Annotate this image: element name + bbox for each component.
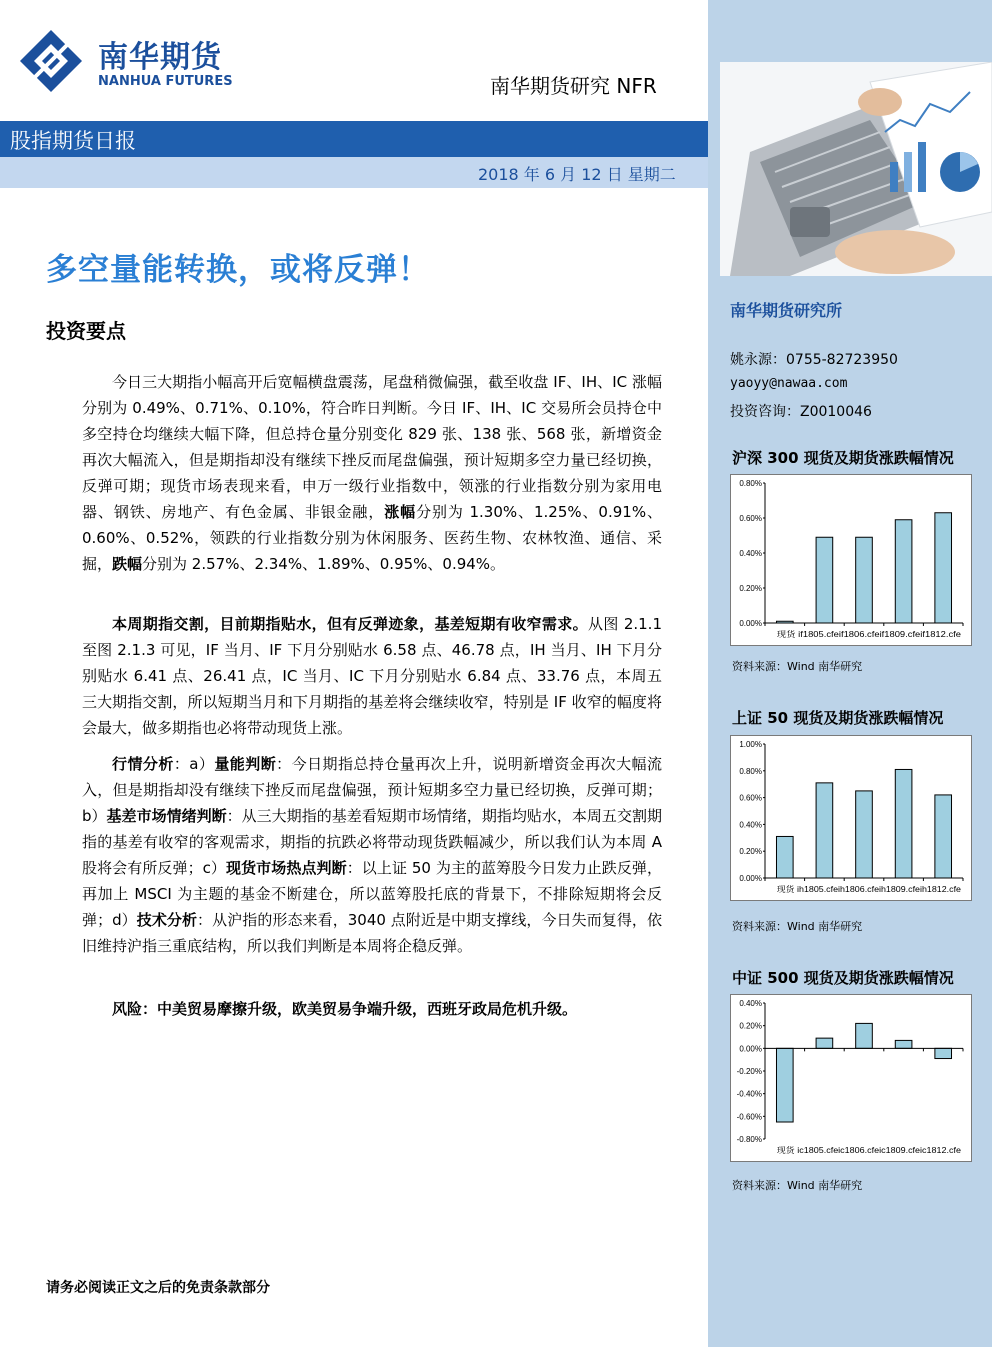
y-tick-label: 0.60%: [739, 514, 762, 523]
disclaimer-note: 请务必阅读正文之后的免责条款部分: [46, 1280, 270, 1296]
y-tick-label: 1.00%: [739, 740, 762, 749]
report-type: 股指期货日报: [10, 129, 136, 153]
paragraph-risk: 风险：中美贸易摩擦升级，欧美贸易争端升级，西班牙政局危机升级。: [112, 1000, 578, 1018]
chart-source: 资料来源：Wind 南华研究: [732, 1179, 863, 1192]
y-tick-label: 0.00%: [739, 874, 762, 883]
headline: 多空量能转换，或将反弹！: [46, 252, 430, 288]
bar: [895, 769, 912, 878]
y-tick-label: 0.00%: [739, 619, 762, 628]
logo-chinese-name: 南华期货: [98, 40, 222, 75]
bar: [935, 1048, 952, 1058]
chart-sz50: [730, 735, 972, 901]
report-date: 2018 年 6 月 12 日 星期二: [478, 165, 676, 184]
paragraph-analysis: 行情分析：a）量能判断：今日期指总持仓量再次上升，说明新增资金再次大幅流入，但是期指却没有继续下挫反而尾盘偏强，预计短期多空力量已经切换，反弹可期；b）基差市场情绪判断：从三大期指的基差看短期市场情绪，期指均贴水，本周五交割期指的基差有收窄的客观需求，期指的抗跌必将带动现货跌幅减少，所以我们认为本周 A 股将会有所反弹；c）现货市场热点判断：以上证 50 为主的蓝筹股今日发力止跌反弹，再加上 MSCI 为主题的基金不断建仓，所以蓝筹股托底的背景下，不排除短期将会反弹；d）技术分析：从沪指的形态来看，3040 点附近是中期支撑线，今日失而复得，依旧维持沪指三重底结构，所以我们判断是本周将企稳反弹。: [82, 755, 662, 955]
analyst-email: yaoyy@nawaa.com: [730, 376, 848, 391]
bar: [776, 836, 793, 878]
y-tick-label: 0.00%: [739, 1044, 762, 1054]
chart-title: 沪深 300 现货及期货涨跌幅情况: [732, 449, 954, 467]
y-tick-label: 0.80%: [739, 479, 762, 488]
y-tick-label: 0.40%: [739, 999, 762, 1008]
analyst-contact: 姚永源：0755-82723950: [730, 352, 898, 368]
bar: [776, 1048, 793, 1122]
y-tick-label: 0.20%: [739, 1021, 762, 1031]
chart-svg: [731, 995, 971, 1161]
chart-svg: [731, 736, 971, 900]
x-tick-labels: 现货 ic1805.cfeic1806.cfeic1809.cfeic1812.cfe: [776, 1146, 941, 1155]
section-title: 投资要点: [46, 319, 126, 343]
chart-source: 资料来源：Wind 南华研究: [732, 660, 863, 673]
chart-source: 资料来源：Wind 南华研究: [732, 920, 863, 933]
bar: [935, 513, 952, 623]
chart-title: 上证 50 现货及期货涨跌幅情况: [732, 709, 944, 727]
bar: [856, 1023, 873, 1048]
chart-svg: [731, 475, 971, 645]
institution-name: 南华期货研究所: [730, 301, 843, 320]
bar: [895, 520, 912, 623]
header-photo: [720, 62, 992, 276]
y-tick-label: 0.20%: [739, 847, 762, 857]
chart-zz500: [730, 994, 972, 1162]
bar: [816, 537, 833, 623]
x-tick-labels: 现货 if1805.cfeif1806.cfeif1809.cfeif1812.cfe: [776, 630, 934, 639]
logo-english-name: NANHUA FUTURES: [98, 74, 233, 89]
chart-hs300: [730, 474, 972, 646]
y-tick-label: 0.60%: [739, 793, 762, 803]
chart-title: 中证 500 现货及期货涨跌幅情况: [732, 969, 954, 987]
paragraph-market-summary: 今日三大期指小幅高开后宽幅横盘震荡，尾盘稍微偏强，截至收盘 IF、IH、IC 涨幅分别为 0.49%、0.71%、0.10%，符合昨日判断。今日 IF、IH、IC 交易所会员持仓中多空持仓均继续大幅下降，但总持仓量分别变化 829 张、138 张、568 张，新增资金再次大幅流入，但是期指却没有继续下挫反而尾盘偏强，预计短期多空力量已经切换，反弹可期；现货市场表现来看，申万一级行业指数中，领涨的行业指数分别为家用电器、钢铁、房地产、有色金属、非银金融，涨幅分别为 1.30%、1.25%、0.91%、0.60%、0.52%，领跌的行业指数分别为休闲服务、医药生物、农林牧渔、通信、采掘，跌幅分别为 2.57%、2.34%、1.89%、0.95%、0.94%。: [82, 373, 662, 573]
bar: [895, 1040, 912, 1048]
y-tick-label: -0.60%: [736, 1112, 762, 1122]
y-tick-label: -0.80%: [736, 1135, 762, 1144]
bar: [856, 537, 873, 623]
logo-mark-icon: [20, 30, 82, 92]
analyst-license: 投资咨询：Z0010046: [730, 404, 872, 420]
y-tick-label: -0.40%: [736, 1089, 762, 1099]
bar: [856, 791, 873, 878]
y-tick-label: 0.20%: [739, 584, 762, 593]
bar: [816, 783, 833, 878]
y-tick-label: 0.40%: [739, 549, 762, 558]
y-tick-label: 0.80%: [739, 766, 762, 776]
x-tick-labels: 现货 ih1805.cfeih1806.cfeih1809.cfeih1812.cfe: [776, 885, 943, 894]
bar: [935, 795, 952, 878]
bar: [816, 1038, 833, 1048]
company-logo: [20, 28, 270, 98]
paragraph-basis: 本周期指交割，目前期指贴水，但有反弹迹象，基差短期有收窄需求。从图 2.1.1 至图 2.1.3 可见，IF 当月、IF 下月分别贴水 6.58 点、46.78 点，IH 当月、IH 下月分别贴水 6.41 点、26.41 点，IC 当月、IC 下月分别贴水 6.84 点、33.76 点，本周五三大期指交割，所以短期当月和下月期指的基差将会继续收窄，特别是 IF 收窄的幅度将会最大，做多期指也必将带动现货上涨。: [82, 615, 662, 737]
y-tick-label: 0.40%: [739, 820, 762, 830]
y-tick-label: -0.20%: [736, 1067, 762, 1076]
institution-title: 南华期货研究 NFR: [490, 74, 657, 98]
